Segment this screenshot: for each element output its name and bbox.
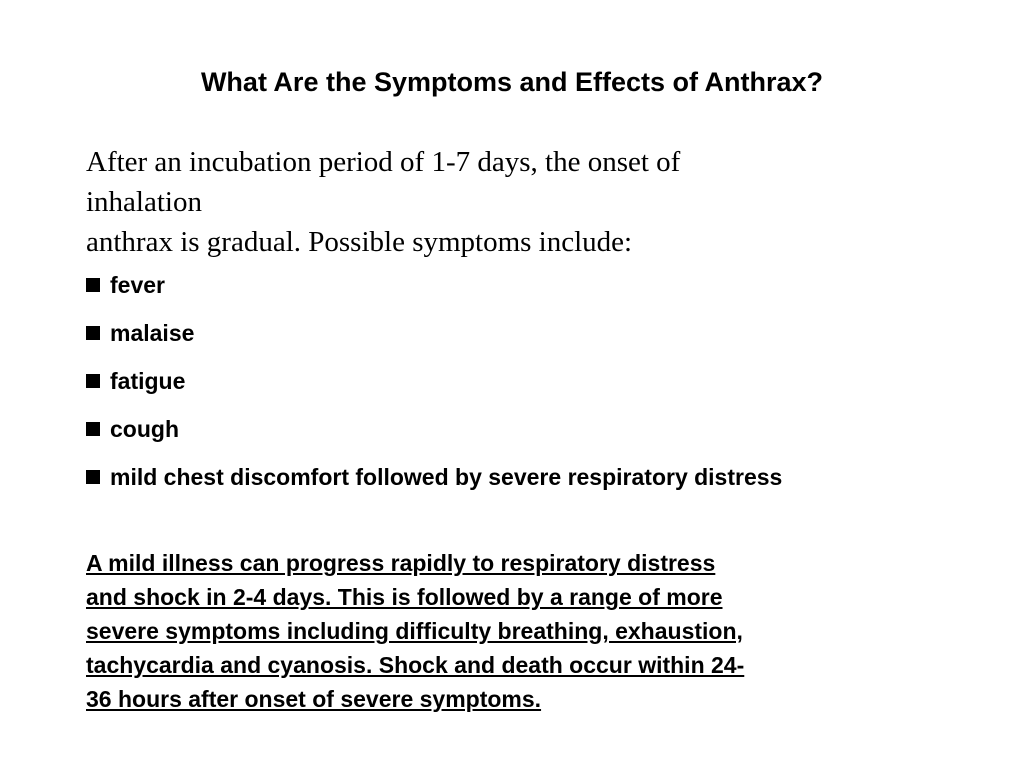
square-bullet-icon xyxy=(86,422,100,436)
symptom-item xyxy=(86,268,906,302)
symptom-item xyxy=(86,460,906,494)
symptom-text: malaise xyxy=(110,320,195,346)
square-bullet-icon xyxy=(86,374,100,388)
symptom-list xyxy=(86,268,906,508)
summary-line: severe symptoms including difficulty breathing, exhaustion, xyxy=(86,618,743,644)
summary-line: A mild illness can progress rapidly to respiratory distress xyxy=(86,550,716,576)
intro-line: anthrax is gradual. Possible symptoms include: xyxy=(86,226,633,258)
square-bullet-icon xyxy=(86,326,100,340)
symptom-text: fever xyxy=(110,272,165,298)
symptom-item xyxy=(86,412,906,446)
symptom-text: fatigue xyxy=(110,368,186,394)
summary-line: tachycardia and cyanosis. Shock and death occur within 24- xyxy=(86,652,745,678)
intro-paragraph xyxy=(86,142,806,262)
summary-paragraph xyxy=(86,546,916,716)
intro-line: inhalation xyxy=(86,186,202,218)
summary-line: and shock in 2-4 days. This is followed by a range of more xyxy=(86,584,723,610)
square-bullet-icon xyxy=(86,278,100,292)
intro-line: After an incubation period of 1-7 days, the onset of xyxy=(86,146,681,178)
symptom-text: mild chest discomfort followed by severe respiratory distress xyxy=(110,464,783,490)
summary-line: 36 hours after onset of severe symptoms. xyxy=(86,686,542,712)
symptom-item xyxy=(86,316,906,350)
square-bullet-icon xyxy=(86,470,100,484)
slide-title: What Are the Symptoms and Effects of Anthrax? xyxy=(200,67,824,97)
symptom-text: cough xyxy=(110,416,179,442)
symptom-item xyxy=(86,364,906,398)
